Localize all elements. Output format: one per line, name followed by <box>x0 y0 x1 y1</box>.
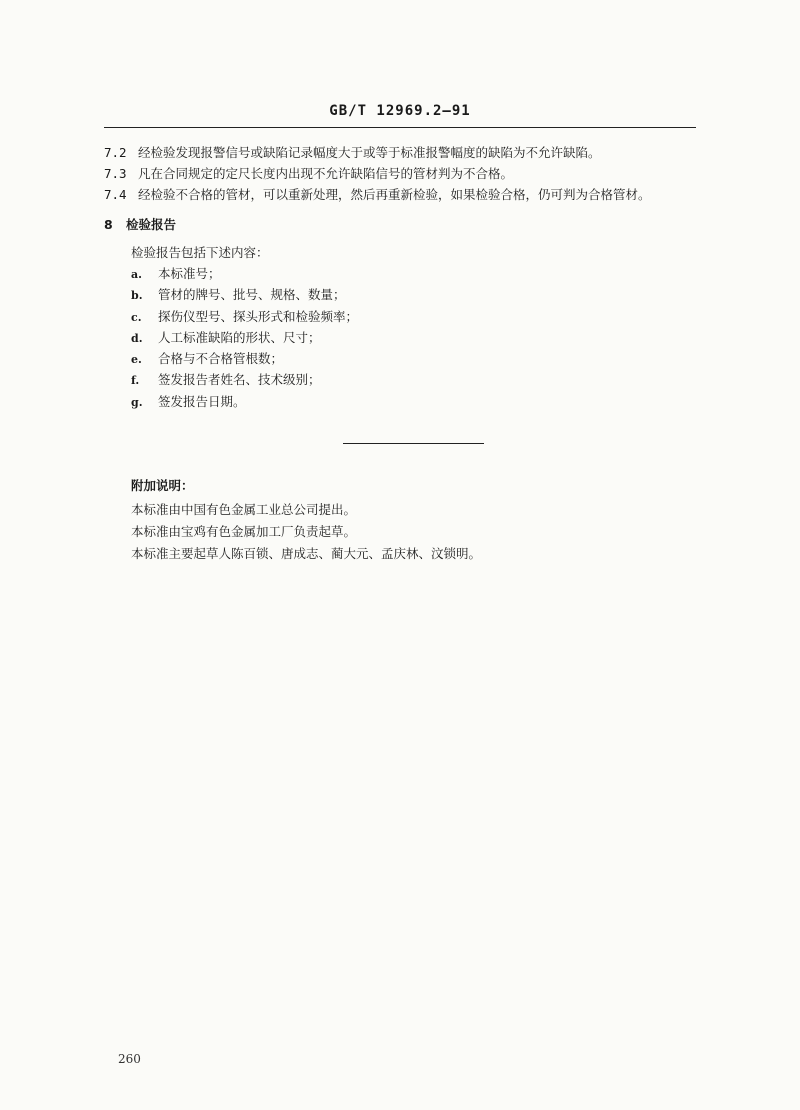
list-item <box>131 330 358 351</box>
list-item <box>131 309 358 330</box>
clause-text: 凡在合同规定的定尺长度内出现不允许缺陷信号的管材判为不合格。 <box>138 166 514 181</box>
list-item <box>131 287 358 308</box>
item-text: 本标准号； <box>158 266 221 281</box>
clause-text: 经检验不合格的管材，可以重新处理，然后再重新检验，如果检验合格，仍可判为合格管材。 <box>138 187 651 202</box>
standard-code-header: GB/T 12969.2—91 <box>329 103 471 119</box>
report-contents-list <box>131 266 358 415</box>
item-text: 管材的牌号、批号、规格、数量； <box>158 287 346 303</box>
clause-number: 7.2 <box>104 145 127 160</box>
additional-notes <box>131 478 481 568</box>
item-letter: a. <box>131 268 142 281</box>
clause-7-2 <box>104 145 601 161</box>
item-text: 合格与不合格管根数； <box>158 351 284 367</box>
clause-number: 7.4 <box>104 187 127 202</box>
section-title: 检验报告 <box>126 217 177 232</box>
item-letter: c. <box>131 310 142 324</box>
page-number: 260 <box>118 1052 141 1066</box>
item-text: 签发报告者姓名、技术级别； <box>158 372 321 388</box>
list-item <box>131 372 358 393</box>
notes-title: 附加说明： <box>131 478 194 493</box>
section-divider <box>343 443 484 444</box>
list-item <box>131 394 358 415</box>
clause-number: 7.3 <box>104 166 127 181</box>
item-letter: b. <box>131 289 143 303</box>
item-letter: f. <box>131 374 140 388</box>
report-intro: 检验报告包括下述内容： <box>131 245 269 260</box>
clause-text: 经检验发现报警信号或缺陷记录幅度大于或等于标准报警幅度的缺陷为不允许缺陷。 <box>138 145 601 160</box>
header-rule <box>104 127 696 128</box>
item-letter: g. <box>131 395 143 409</box>
notes-line: 本标准由宝鸡有色金属加工厂负责起草。 <box>131 524 357 539</box>
list-item <box>131 351 358 372</box>
notes-line: 本标准由中国有色金属工业总公司提出。 <box>131 502 357 517</box>
section-number: 8 <box>104 217 113 232</box>
item-text: 签发报告日期。 <box>158 393 246 409</box>
item-text: 探伤仪型号、探头形式和检验频率； <box>158 308 359 324</box>
item-text: 人工标准缺陷的形状、尺寸； <box>158 329 321 345</box>
clause-7-3 <box>104 166 513 182</box>
item-letter: e. <box>131 353 142 367</box>
clause-7-4 <box>104 187 651 203</box>
section-8-heading <box>104 217 176 233</box>
notes-line: 本标准主要起草人陈百锁、唐成志、蔺大元、孟庆林、汶锁明。 <box>131 546 482 561</box>
item-letter: d. <box>131 331 143 345</box>
list-item <box>131 266 358 287</box>
